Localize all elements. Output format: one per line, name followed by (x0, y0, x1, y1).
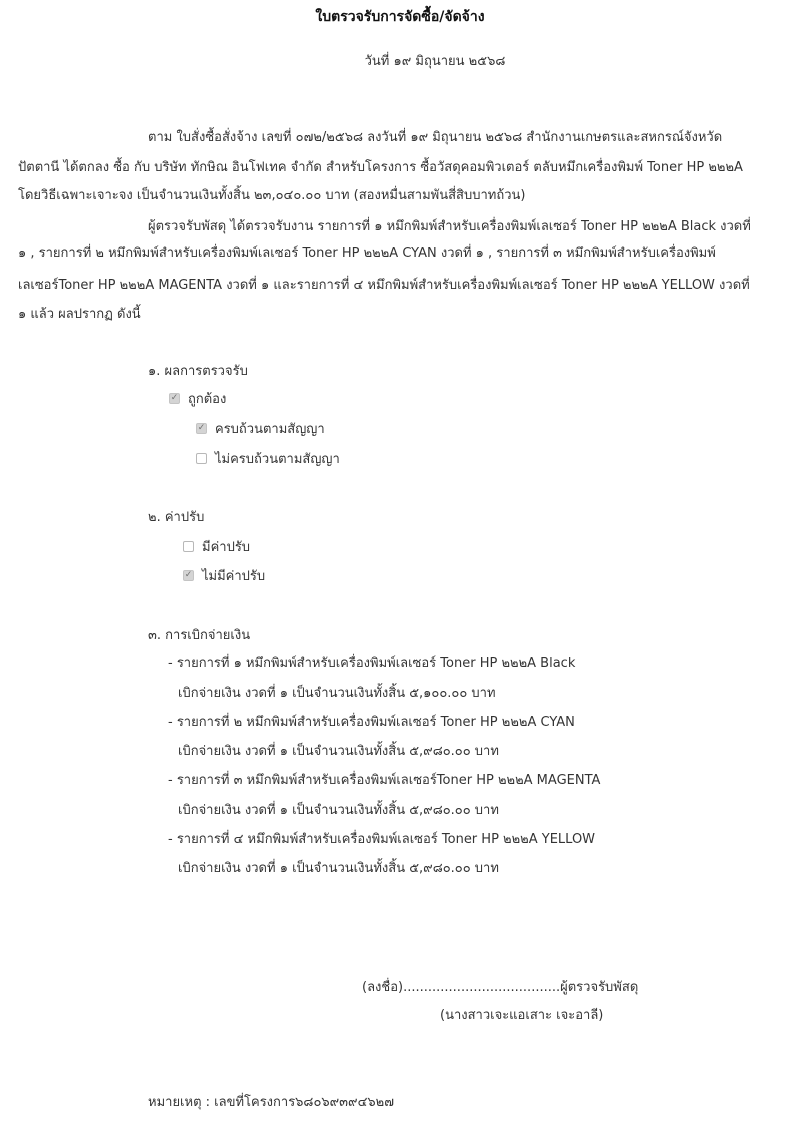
no-fine-label: ไม่มีค่าปรับ (202, 569, 266, 584)
payment-item-3-title: - รายการที่ ๓ หมึกพิมพ์สำหรับเครื่องพิมพ์เลเซอร์Toner HP ๒๒๒A MAGENTA (168, 773, 601, 788)
payment-item-3-detail: เบิกจ่ายเงิน งวดที่ ๑ เป็นจำนวนเงินทั้งสิ้น ๕,๙๘๐.๐๐ บาท (178, 803, 499, 818)
has-fine-checkbox[interactable] (183, 541, 194, 552)
body-line-4: ผู้ตรวจรับพัสดุ ได้ตรวจรับงาน รายการที่ ๑ หมึกพิมพ์สำหรับเครื่องพิมพ์เลเซอร์ Toner HP ๒๒๒A Black งวดที่ (148, 219, 751, 234)
document-date: วันที่ ๑๙ มิถุนายน ๒๕๖๘ (364, 54, 506, 69)
payment-item-4-title: - รายการที่ ๔ หมึกพิมพ์สำหรับเครื่องพิมพ์เลเซอร์ Toner HP ๒๒๒A YELLOW (168, 832, 596, 847)
payment-item-4-detail: เบิกจ่ายเงิน งวดที่ ๑ เป็นจำนวนเงินทั้งสิ้น ๕,๙๘๐.๐๐ บาท (178, 861, 499, 876)
section1-heading: ๑. ผลการตรวจรับ (148, 364, 248, 379)
body-line-2: ปัตตานี ได้ตกลง ซื้อ กับ บริษัท ทักษิณ อินโฟเทค จำกัด สำหรับโครงการ ซื้อวัสดุคอมพิวเตอร์ ตลับหมึกเครื่องพิมพ์ Toner HP ๒๒๒A (18, 160, 743, 175)
incomplete-label: ไม่ครบถ้วนตามสัญญา (215, 452, 340, 467)
payment-item-1-detail: เบิกจ่ายเงิน งวดที่ ๑ เป็นจำนวนเงินทั้งสิ้น ๕,๑๐๐.๐๐ บาท (178, 686, 496, 701)
has-fine-option[interactable] (183, 536, 250, 557)
body-line-7: ๑ แล้ว ผลปรากฏ ดังนี้ (18, 307, 141, 322)
remark: หมายเหตุ : เลขที่โครงการ๖๘๐๖๙๓๙๔๖๒๗ (148, 1095, 395, 1110)
no-fine-checkbox[interactable] (183, 570, 194, 581)
signature-line: (ลงชื่อ)......................................ผู้ตรวจรับพัสดุ (362, 980, 639, 995)
correct-label: ถูกต้อง (188, 392, 227, 407)
complete-option[interactable] (196, 418, 325, 439)
incomplete-option[interactable] (196, 448, 340, 469)
no-fine-option[interactable] (183, 565, 265, 586)
body-line-1: ตาม ใบสั่งซื้อสั่งจ้าง เลขที่ ๐๗๒/๒๕๖๘ ลงวันที่ ๑๙ มิถุนายน ๒๕๖๘ สำนักงานเกษตรและสหกรณ์จังหวัด (148, 130, 723, 145)
signer-name: (นางสาวเจะแอเสาะ เจะอาลี) (440, 1008, 604, 1023)
payment-item-2-detail: เบิกจ่ายเงิน งวดที่ ๑ เป็นจำนวนเงินทั้งสิ้น ๕,๙๘๐.๐๐ บาท (178, 744, 499, 759)
complete-checkbox[interactable] (196, 423, 207, 434)
section3-heading: ๓. การเบิกจ่ายเงิน (148, 628, 251, 643)
section2-heading: ๒. ค่าปรับ (148, 510, 205, 525)
body-line-5: ๑ , รายการที่ ๒ หมึกพิมพ์สำหรับเครื่องพิมพ์เลเซอร์ Toner HP ๒๒๒A CYAN งวดที่ ๑ , รายการที่ ๓ หมึกพิมพ์สำหรับเครื่องพิมพ์ (18, 246, 716, 261)
payment-item-2-title: - รายการที่ ๒ หมึกพิมพ์สำหรับเครื่องพิมพ์เลเซอร์ Toner HP ๒๒๒A CYAN (168, 715, 575, 730)
incomplete-checkbox[interactable] (196, 453, 207, 464)
correct-option[interactable] (169, 388, 226, 409)
has-fine-label: มีค่าปรับ (202, 540, 251, 555)
body-line-6: เลเซอร์Toner HP ๒๒๒A MAGENTA งวดที่ ๑ และรายการที่ ๔ หมึกพิมพ์สำหรับเครื่องพิมพ์เลเซอร์ Toner HP ๒๒๒A YELLOW งวดที่ (18, 278, 750, 293)
payment-item-1-title: - รายการที่ ๑ หมึกพิมพ์สำหรับเครื่องพิมพ์เลเซอร์ Toner HP ๒๒๒A Black (168, 656, 576, 671)
document-title: ใบตรวจรับการจัดซื้อ/จัดจ้าง (315, 9, 485, 25)
complete-label: ครบถ้วนตามสัญญา (215, 422, 325, 437)
correct-checkbox[interactable] (169, 393, 180, 404)
body-line-3: โดยวิธีเฉพาะเจาะจง เป็นจำนวนเงินทั้งสิ้น ๒๓,๐๔๐.๐๐ บาท (สองหมื่นสามพันสี่สิบบาทถ้วน) (18, 188, 526, 203)
